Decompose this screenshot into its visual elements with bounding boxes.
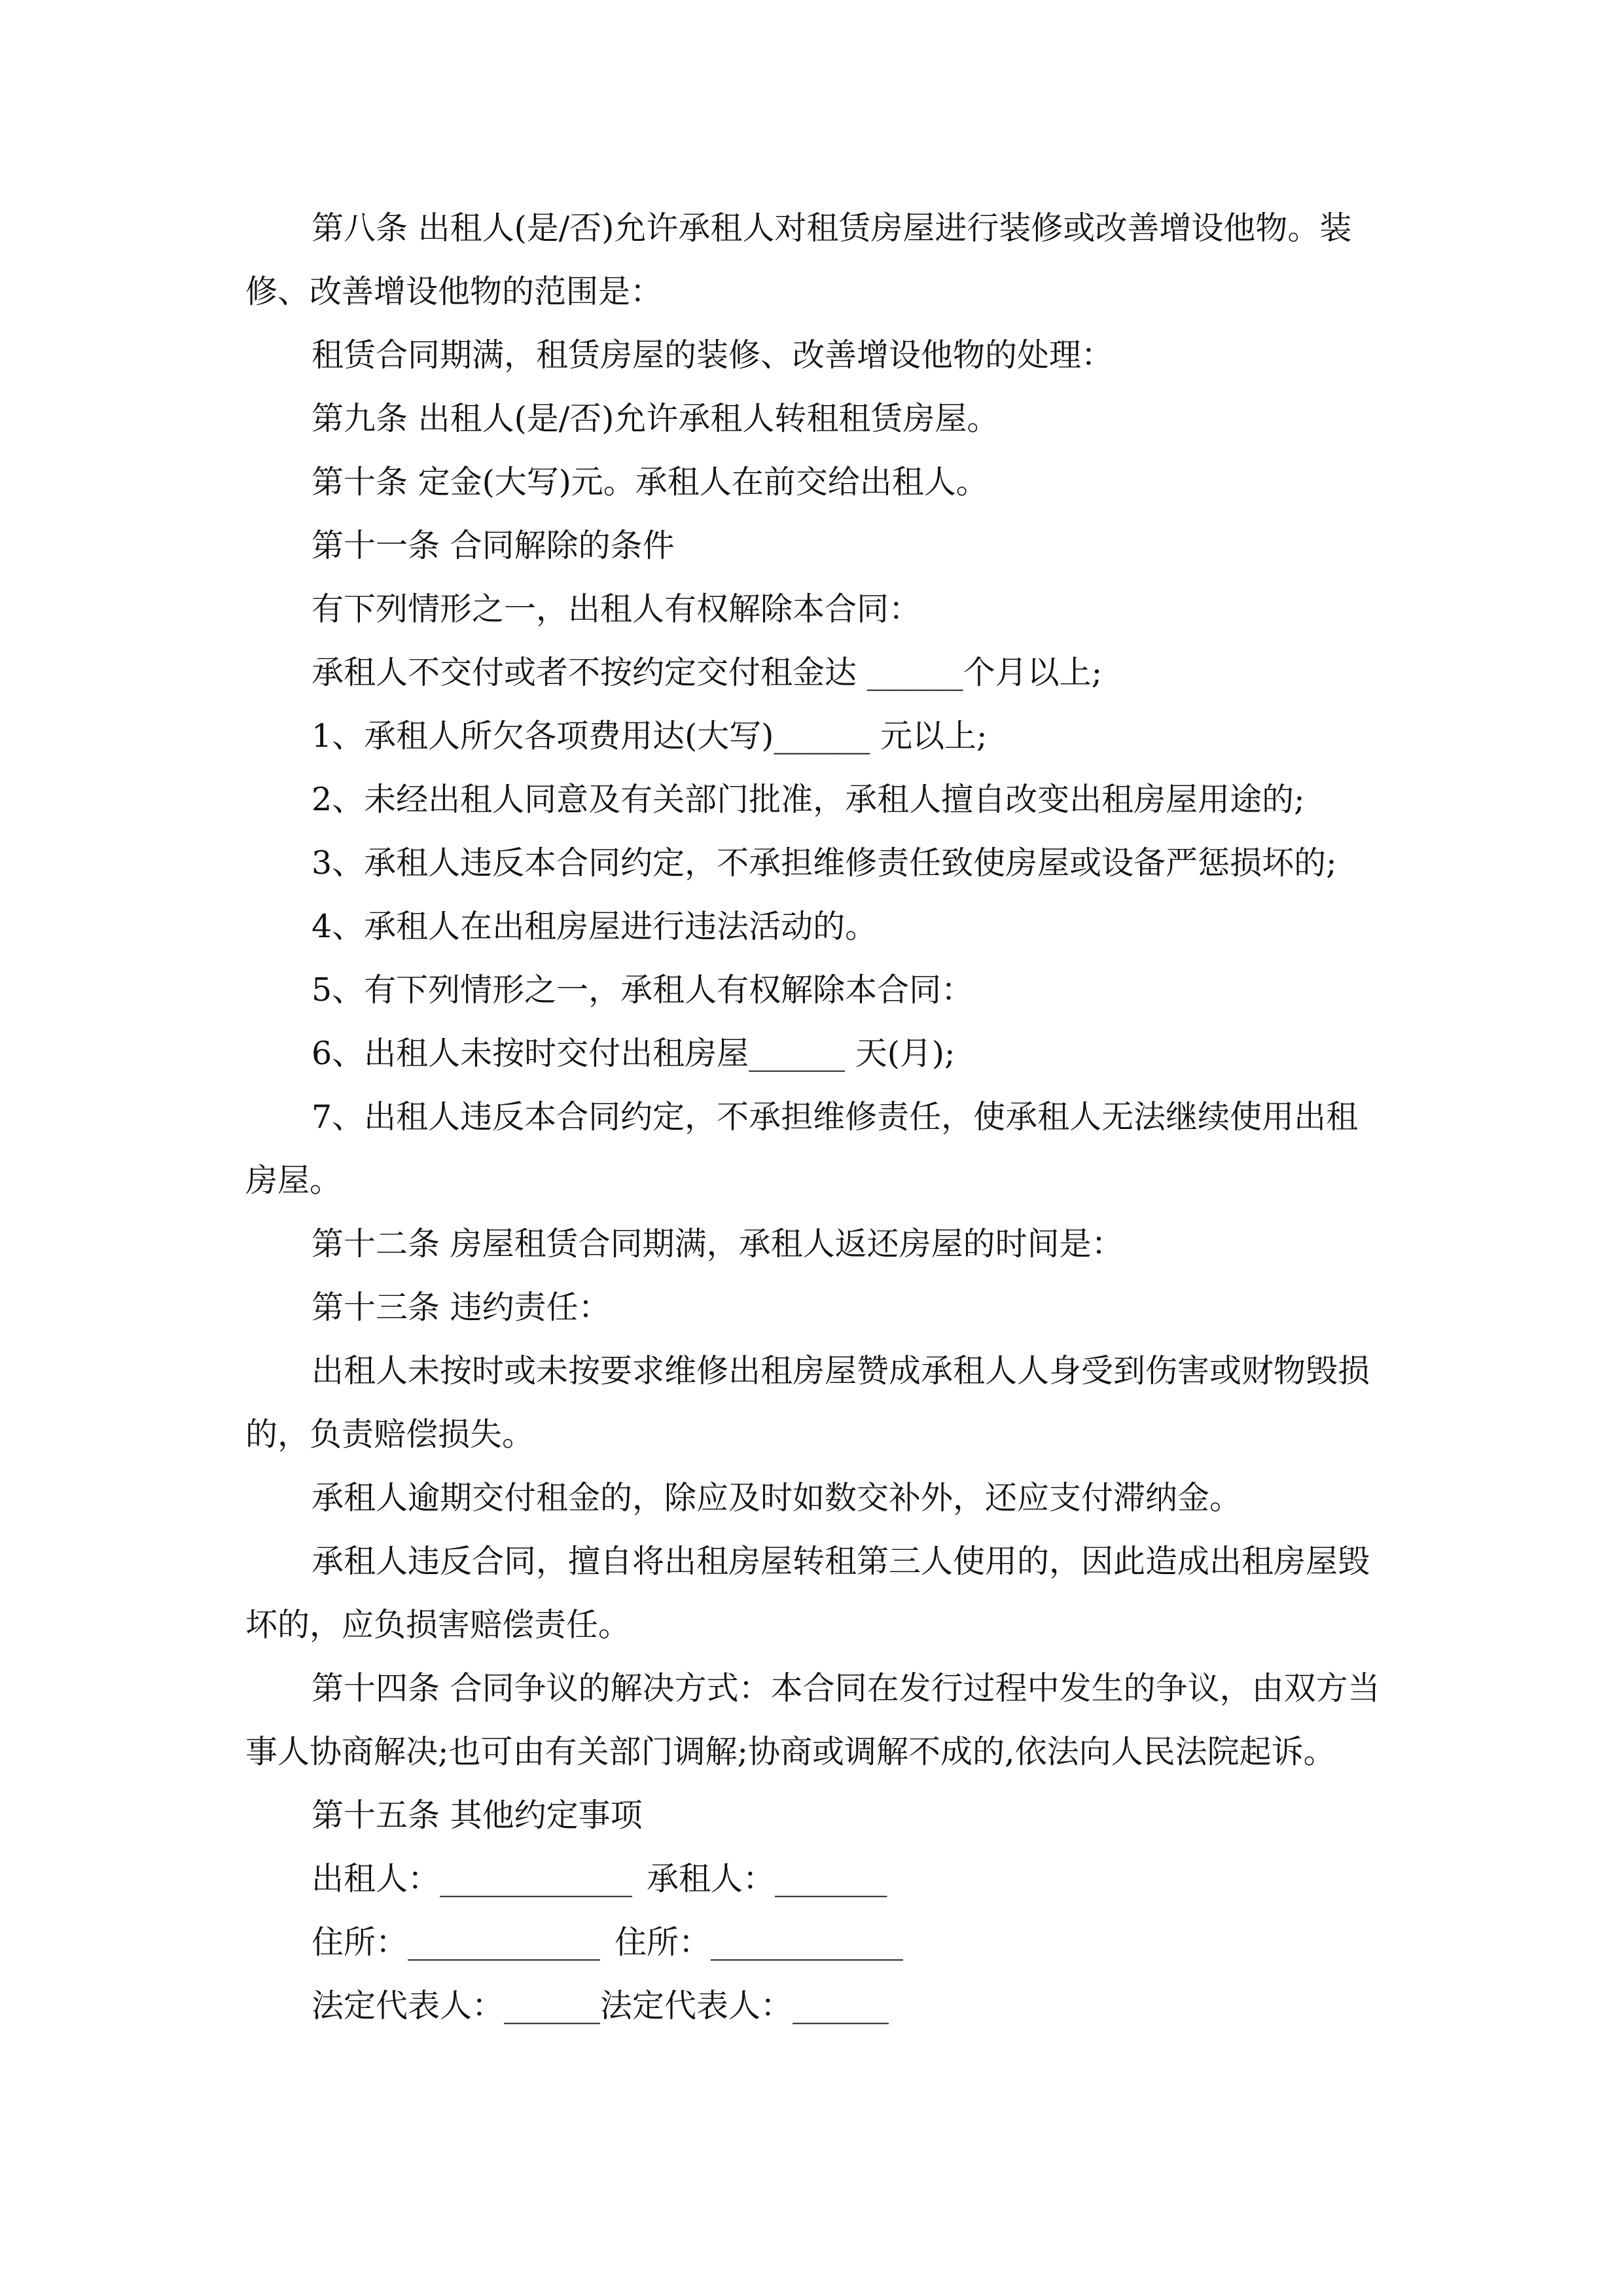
clause-14: 第十四条 合同争议的解决方式：本合同在发行过程中发生的争议，由双方当事人协商解决;也可由有关部门调解;协商或调解不成的,依法向人民法院起诉。 <box>245 1670 1380 1770</box>
clause-9: 第九条 出租人(是/否)允许承租人转租租赁房屋。 <box>312 400 999 437</box>
lessor-signature: 出租人：____________ <box>312 1860 633 1897</box>
clause-13-heading: 第十三条 违约责任： <box>312 1289 611 1326</box>
clause-13-lessor-liability: 出租人未按时或未按要求维修出租房屋赞成承租人人身受到伤害或财物毁损的，负责赔偿损失。 <box>245 1352 1370 1453</box>
clause-12: 第十二条 房屋租赁合同期满，承租人返还房屋的时间是： <box>312 1225 1124 1263</box>
lessor-address: 住所：____________ <box>312 1924 601 1961</box>
lessee-address: 住所：____________ <box>615 1924 904 1961</box>
signature-row-address <box>245 1910 1384 1974</box>
clause-11-item-4: 4、承租人在出租房屋进行违法活动的。 <box>312 908 878 945</box>
clause-8-expiry: 租赁合同期满，租赁房屋的装修、改善增设他物的处理： <box>312 336 1114 374</box>
clause-11-item-7: 7、出租人违反本合同约定，不承担维修责任，使承租人无法继续使用出租房屋。 <box>245 1098 1359 1199</box>
clause-11-item-5: 5、有下列情形之一，承租人有权解除本合同： <box>312 971 974 1009</box>
lessor-representative: 法定代表人：______ <box>312 1987 601 2024</box>
clause-11-item-1: 1、承租人所欠各项费用达(大写)______ 元以上; <box>312 717 988 755</box>
clause-13-sublease: 承租人违反合同，擅自将出租房屋转租第三人使用的，因此造成出租房屋毁坏的，应负损害赔偿责任。 <box>245 1543 1370 1643</box>
clause-8: 第八条 出租人(是/否)允许承租人对租赁房屋进行装修或改善增设他物。装修、改善增设他物的范围是： <box>245 209 1352 310</box>
clause-11-rent-overdue: 承租人不交付或者不按约定交付租金达 ______个月以上; <box>312 654 1103 691</box>
contract-body <box>245 196 1384 2037</box>
signature-row-parties <box>245 1847 1384 1910</box>
clause-10: 第十条 定金(大写)元。承租人在前交给出租人。 <box>312 463 988 501</box>
clause-11-item-3: 3、承租人违反本合同约定，不承担维修责任致使房屋或设备严惩损坏的; <box>312 844 1337 882</box>
clause-11-item-6: 6、出租人未按时交付出租房屋______ 天(月); <box>312 1035 955 1072</box>
lessee-representative: 法定代表人：______ <box>600 1987 889 2024</box>
clause-11-intro: 有下列情形之一，出租人有权解除本合同： <box>312 590 921 628</box>
clause-15: 第十五条 其他约定事项 <box>312 1797 643 1834</box>
clause-13-late-rent: 承租人逾期交付租金的，除应及时如数交补外，还应支付滞纳金。 <box>312 1479 1242 1516</box>
clause-11-heading: 第十一条 合同解除的条件 <box>312 527 675 564</box>
clause-11-item-2: 2、未经出租人同意及有关部门批准，承租人擅自改变出租房屋用途的; <box>312 781 1305 818</box>
signature-row-representative <box>245 1974 1384 2037</box>
lessee-signature: 承租人：_______ <box>647 1860 887 1897</box>
